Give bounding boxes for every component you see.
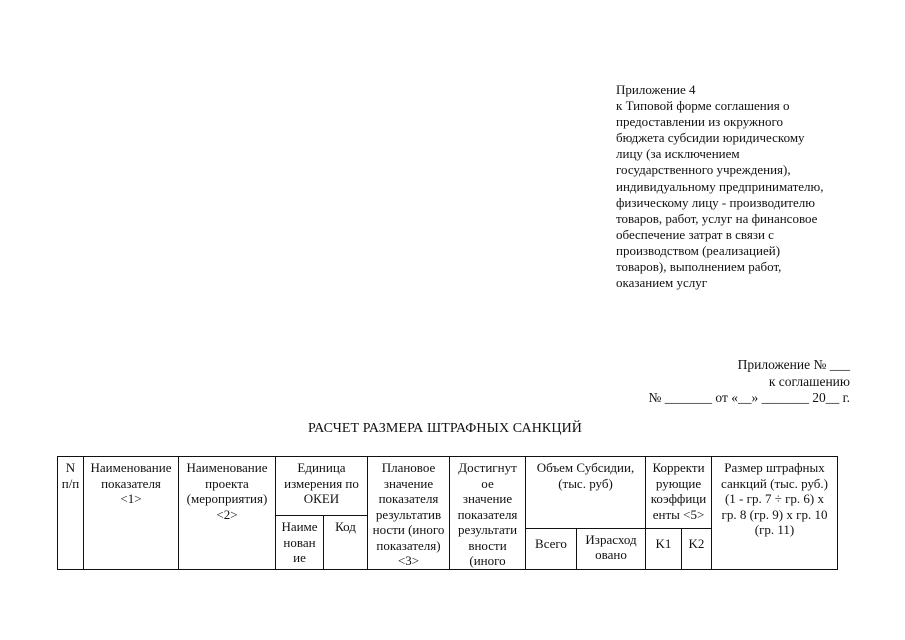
penalty-calculation-table <box>57 456 838 570</box>
header-subsidy-volume: Объем Субсидии, (тыс. руб) <box>526 457 646 529</box>
appendix-4-line: оказанием услуг <box>616 275 708 291</box>
header-unit-okei: Единица измерения по ОКЕИ <box>276 457 368 516</box>
appendix-4-line: товаров, работ, услуг на финансовое <box>616 210 818 226</box>
appendix-4-line: лицу (за исключением <box>616 146 740 162</box>
table-header-row <box>58 457 838 516</box>
appendix-4-line: предоставлении из окружного <box>616 114 783 130</box>
appendix-4-line: Приложение 4 <box>616 82 696 97</box>
header-k1: K1 <box>646 528 682 569</box>
document-title: РАСЧЕТ РАЗМЕРА ШТРАФНЫХ САНКЦИЙ <box>308 421 582 436</box>
header-k2: K2 <box>682 528 712 569</box>
header-indicator-name: Наименование показателя <1> <box>84 457 179 570</box>
appendix-number-block <box>600 357 850 407</box>
appendix-4-line: производством (реализацией) <box>616 242 781 258</box>
appendix-4-line: товаров), выполнением работ, <box>616 259 782 275</box>
header-project-name: Наименование проекта (мероприятия) <2> <box>179 457 276 570</box>
appendix-4-line: обеспечение затрат в связи с <box>616 226 774 242</box>
header-planned-value: Плановое значение показателя результатив ности (иного показателя) <3> <box>368 457 450 570</box>
agreement-number-date-line: № _______ от «__» _______ 20__ г. <box>648 390 850 405</box>
header-penalty-amount: Размер штрафных санкций (тыс. руб.) (1 - гр. 7 ÷ гр. 6) x гр. 8 (гр. 9) x гр. 10 (гр. 11) <box>712 457 838 570</box>
header-subsidy-spent: Израсход овано <box>577 528 646 569</box>
header-unit-code: Код <box>324 516 368 570</box>
header-achieved-value: Достигнут ое значение показателя результати вности (иного <box>450 457 526 570</box>
header-subsidy-total: Всего <box>526 528 577 569</box>
header-unit-name: Наиме нован ие <box>276 516 324 570</box>
appendix-4-line: к Типовой форме соглашения о <box>616 98 790 114</box>
header-correction-coefficients: Корректи рующие коэффици енты <5> <box>646 457 712 529</box>
appendix-4-line: бюджета субсидии юридическому <box>616 130 805 146</box>
appendix-number-line: Приложение № ___ <box>737 357 850 372</box>
agreement-reference-line: к соглашению <box>768 373 850 389</box>
appendix-4-block <box>616 82 866 291</box>
appendix-4-line: государственного учреждения), <box>616 162 791 178</box>
appendix-4-line: физическому лицу - производителю <box>616 194 815 210</box>
appendix-4-line: индивидуальному предпринимателю, <box>616 178 824 194</box>
header-number: N п/п <box>58 457 84 570</box>
